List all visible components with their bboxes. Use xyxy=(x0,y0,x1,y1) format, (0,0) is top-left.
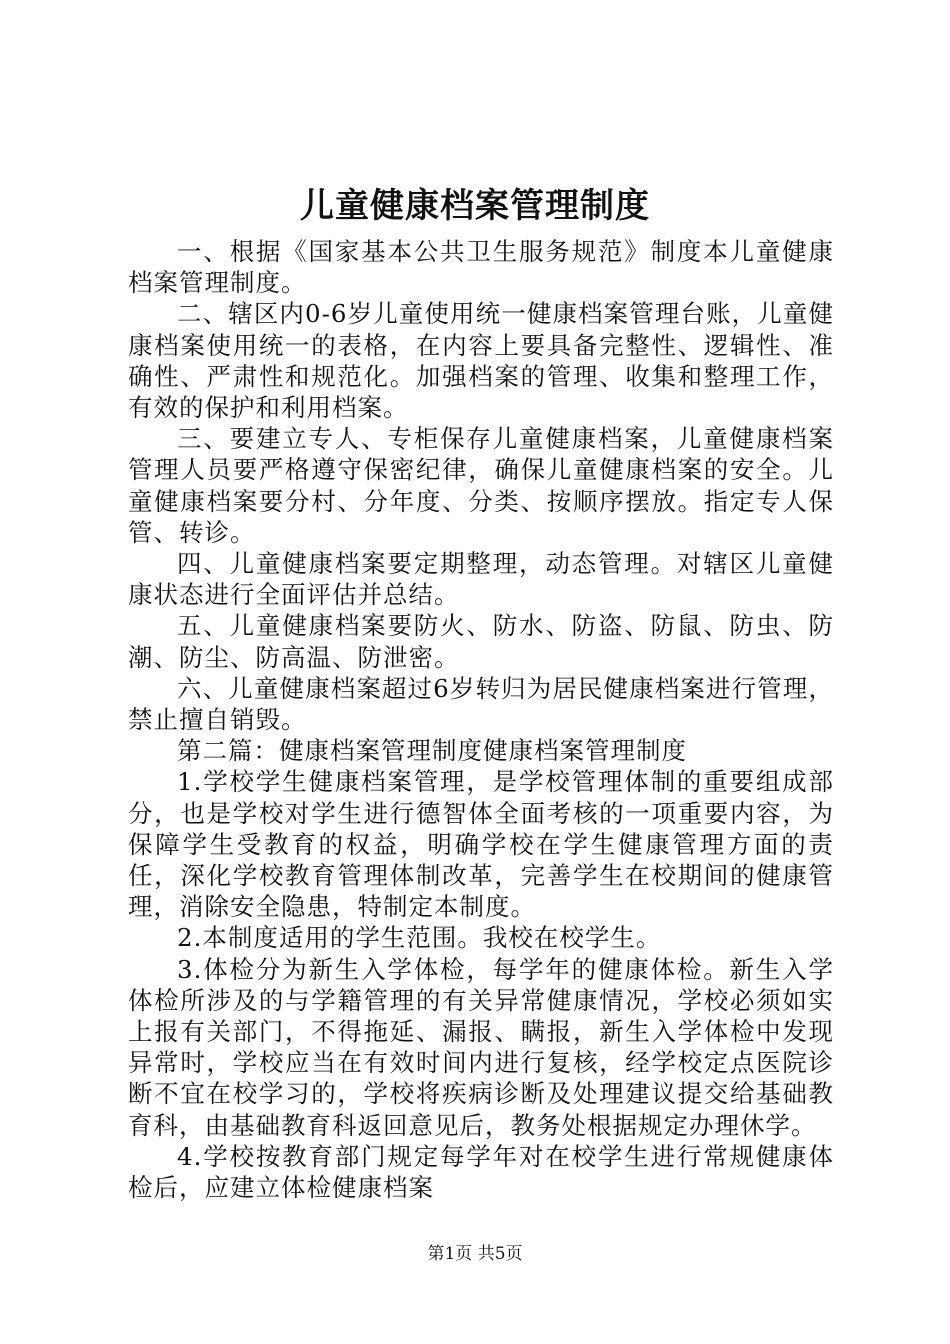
paragraph-1: 一、根据《国家基本公共卫生服务规范》制度本儿童健康档案管理制度。 xyxy=(128,237,834,298)
paragraph-4: 四、儿童健康档案要定期整理，动态管理。对辖区儿童健康状态进行全面评估并总结。 xyxy=(128,549,834,610)
paragraph-item-2: 2.本制度适用的学生范围。我校在校学生。 xyxy=(177,923,662,953)
section-heading-part-two: 第二篇：健康档案管理制度健康档案管理制度 xyxy=(177,736,687,766)
paragraph-item-1: 1.学校学生健康档案管理，是学校管理体制的重要组成部分，也是学校对学生进行德智体全面考核的一项重要内容，为保障学生受教育的权益，明确学校在学生健康管理方面的责任，深化学校教育管理体制改革，完善学生在校期间的健康管理，消除安全隐患，特制定本制度。 xyxy=(128,767,834,922)
paragraph-item-3: 3.体检分为新生入学体检，每学年的健康体检。新生入学体检所涉及的与学籍管理的有关异常健康情况，学校必须如实上报有关部门，不得拖延、漏报、瞒报，新生入学体检中发现异常时，学校应当在有效时间内进行复核，经学校定点医院诊断不宜在校学习的，学校将疾病诊断及处理建议提交给基础教育科，由基础教育科返回意见后，教务处根据规定办理休学。 xyxy=(128,954,834,1140)
page-number-footer: 第1页 共5页 xyxy=(427,1244,523,1264)
document-title: 儿童健康档案管理制度 xyxy=(300,186,650,226)
paragraph-6: 六、儿童健康档案超过6岁转归为居民健康档案进行管理，禁止擅自销毁。 xyxy=(128,673,834,735)
paragraph-5: 五、儿童健康档案要防火、防水、防盗、防鼠、防虫、防潮、防尘、防高温、防泄密。 xyxy=(128,611,834,672)
paragraph-item-4: 4.学校按教育部门规定每学年对在校学生进行常规健康体检后，应建立体检健康档案 xyxy=(128,1141,834,1203)
document-body xyxy=(128,236,834,1203)
paragraph-2: 二、辖区内0-6岁儿童使用统一健康档案管理台账，儿童健康档案使用统一的表格，在内容上要具备完整性、逻辑性、准确性、严肃性和规范化。加强档案的管理、收集和整理工作，有效的保护和利用档案。 xyxy=(128,299,834,423)
paragraph-3: 三、要建立专人、专柜保存儿童健康档案，儿童健康档案管理人员要严格遵守保密纪律，确保儿童健康档案的安全。儿童健康档案要分村、分年度、分类、按顺序摆放。指定专人保管、转诊。 xyxy=(128,424,834,547)
